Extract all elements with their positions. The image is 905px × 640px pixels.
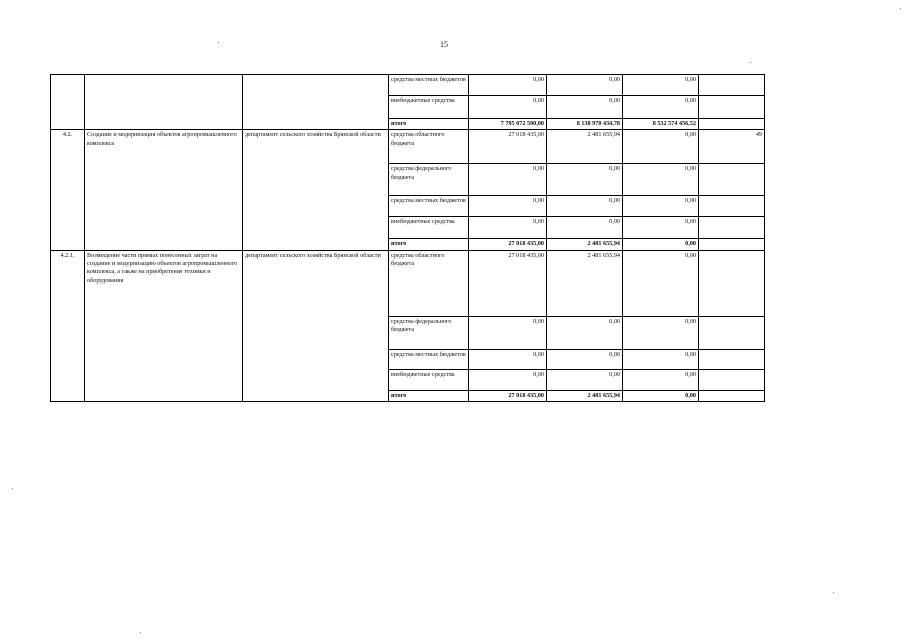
source-cell: средства местных бюджетов bbox=[389, 196, 469, 217]
value-cell: 2 481 655,94 bbox=[547, 390, 623, 401]
scan-speck bbox=[218, 42, 219, 43]
value-cell: 27 018 435,00 bbox=[469, 130, 547, 164]
extra-cell bbox=[699, 96, 765, 119]
value-cell: 0,00 bbox=[469, 349, 547, 369]
name-cell bbox=[85, 75, 243, 130]
value-cell: 0,00 bbox=[547, 196, 623, 217]
value-cell: 0,00 bbox=[547, 316, 623, 349]
scan-speck bbox=[900, 8, 901, 9]
source-cell: итого bbox=[389, 390, 469, 401]
source-cell: внебюджетные средства bbox=[389, 369, 469, 390]
table-row bbox=[51, 250, 765, 316]
source-cell: итого bbox=[389, 239, 469, 250]
value-cell: 0,00 bbox=[623, 369, 699, 390]
source-cell: внебюджетные средства bbox=[389, 96, 469, 119]
value-cell: 0,00 bbox=[547, 96, 623, 119]
value-cell: 2 481 655,94 bbox=[547, 239, 623, 250]
source-cell: средства областного бюджета bbox=[389, 130, 469, 164]
source-cell: средства местных бюджетов bbox=[389, 349, 469, 369]
value-cell: 0,00 bbox=[623, 130, 699, 164]
extra-cell bbox=[699, 316, 765, 349]
scan-speck bbox=[12, 488, 13, 489]
value-cell: 0,00 bbox=[623, 316, 699, 349]
extra-cell bbox=[699, 349, 765, 369]
value-cell: 0,00 bbox=[547, 349, 623, 369]
scan-speck bbox=[750, 62, 751, 63]
value-cell: 8 532 574 456,52 bbox=[623, 119, 699, 130]
value-cell: 0,00 bbox=[623, 196, 699, 217]
value-cell: 0,00 bbox=[623, 390, 699, 401]
value-cell: 0,00 bbox=[469, 196, 547, 217]
value-cell: 27 018 435,00 bbox=[469, 239, 547, 250]
value-cell: 0,00 bbox=[469, 369, 547, 390]
scan-speck bbox=[833, 592, 834, 593]
scan-speck bbox=[140, 632, 141, 633]
value-cell: 8 138 970 434,78 bbox=[547, 119, 623, 130]
value-cell: 0,00 bbox=[623, 250, 699, 316]
value-cell: 0,00 bbox=[469, 164, 547, 196]
value-cell: 0,00 bbox=[547, 369, 623, 390]
executor-cell: департамент сельского хозяйства Брянской области bbox=[243, 130, 389, 250]
value-cell: 0,00 bbox=[623, 217, 699, 239]
value-cell: 27 018 435,00 bbox=[469, 390, 547, 401]
extra-cell bbox=[699, 239, 765, 250]
extra-cell bbox=[699, 369, 765, 390]
value-cell: 0,00 bbox=[623, 164, 699, 196]
value-cell: 0,00 bbox=[623, 349, 699, 369]
value-cell: 0,00 bbox=[547, 75, 623, 96]
source-cell: средства федерального бюджета bbox=[389, 164, 469, 196]
source-cell: итого bbox=[389, 119, 469, 130]
name-cell: Создание и модернизация объектов агропромышленного комплекса bbox=[85, 130, 243, 250]
index-cell bbox=[51, 75, 85, 130]
budget-table bbox=[50, 74, 765, 402]
extra-cell bbox=[699, 164, 765, 196]
value-cell: 0,00 bbox=[469, 316, 547, 349]
value-cell: 2 481 655,94 bbox=[547, 130, 623, 164]
name-cell: Возмещение части прямых понесенных затрат на создание и модернизацию объектов агропромышленного комплекса, а также на приобретение техники и оборудования bbox=[85, 250, 243, 401]
value-cell: 0,00 bbox=[469, 96, 547, 119]
extra-cell bbox=[699, 75, 765, 96]
table-row bbox=[51, 75, 765, 96]
extra-cell: 49 bbox=[699, 130, 765, 164]
value-cell: 27 018 435,00 bbox=[469, 250, 547, 316]
value-cell: 0,00 bbox=[469, 217, 547, 239]
value-cell: 0,00 bbox=[469, 75, 547, 96]
value-cell: 2 481 655,94 bbox=[547, 250, 623, 316]
value-cell: 0,00 bbox=[623, 96, 699, 119]
executor-cell bbox=[243, 75, 389, 130]
source-cell: средства федерального бюджета bbox=[389, 316, 469, 349]
value-cell: 0,00 bbox=[623, 75, 699, 96]
value-cell: 0,00 bbox=[623, 239, 699, 250]
value-cell: 0,00 bbox=[547, 164, 623, 196]
source-cell: средства областного бюджета bbox=[389, 250, 469, 316]
extra-cell bbox=[699, 196, 765, 217]
index-cell: 4.2.1. bbox=[51, 250, 85, 401]
value-cell: 7 795 072 500,00 bbox=[469, 119, 547, 130]
extra-cell bbox=[699, 119, 765, 130]
extra-cell bbox=[699, 217, 765, 239]
executor-cell: департамент сельского хозяйства Брянской области bbox=[243, 250, 389, 401]
source-cell: внебюджетные средства bbox=[389, 217, 469, 239]
value-cell: 0,00 bbox=[547, 217, 623, 239]
index-cell: 4.2. bbox=[51, 130, 85, 250]
source-cell: средства местных бюджетов bbox=[389, 75, 469, 96]
extra-cell bbox=[699, 250, 765, 316]
extra-cell bbox=[699, 390, 765, 401]
page-number: 15 bbox=[440, 40, 448, 49]
table-row bbox=[51, 130, 765, 164]
